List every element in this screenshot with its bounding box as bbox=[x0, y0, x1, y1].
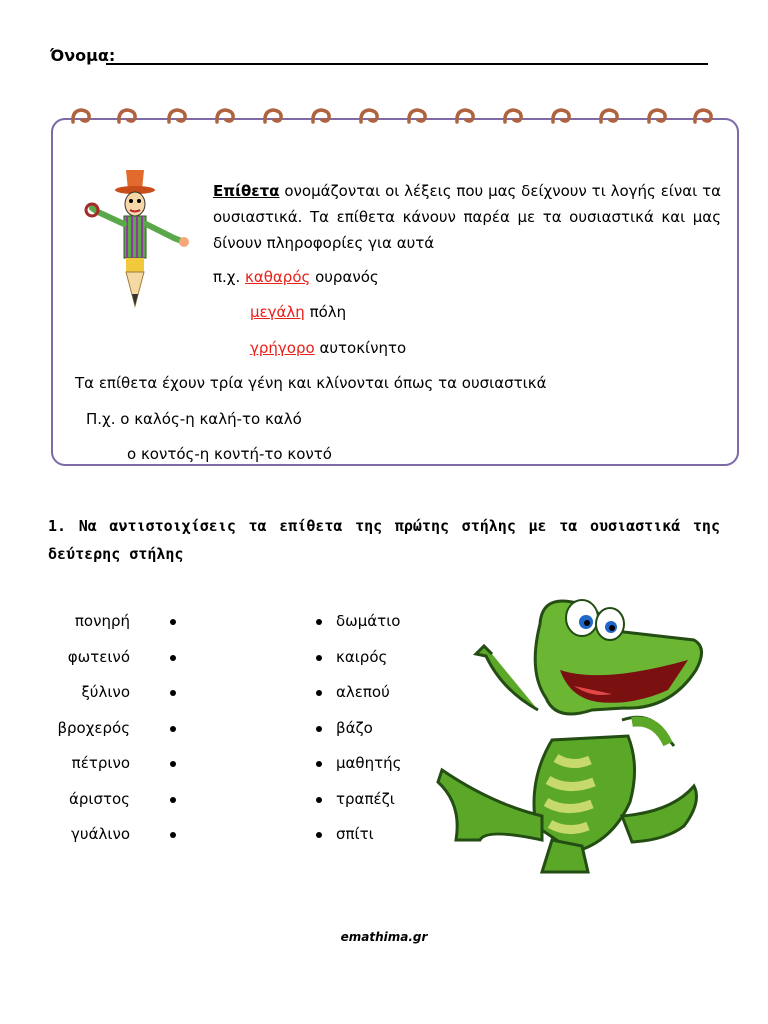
genders-text: Τα επίθετα έχουν τρία γένη και κλίνονται όπως τα ουσιαστικά bbox=[75, 374, 547, 392]
footer-site[interactable]: emathima.gr bbox=[340, 930, 428, 944]
name-blank-line[interactable] bbox=[106, 63, 708, 65]
binder-ring-icon bbox=[214, 108, 236, 124]
example-noun: ουρανός bbox=[310, 268, 379, 286]
noun-item: δωμάτιο bbox=[336, 612, 401, 630]
example-noun: πόλη bbox=[304, 303, 347, 321]
example-adjective: μεγάλη bbox=[250, 303, 305, 321]
left-match-dot[interactable] bbox=[170, 761, 176, 767]
binder-ring-icon bbox=[358, 108, 380, 124]
binder-ring-icon bbox=[310, 108, 332, 124]
exercise-question: 1. Να αντιστοιχίσεις τα επίθετα της πρώτης στήλης με τα ουσιαστικά της δεύτερης στήλης bbox=[48, 517, 720, 563]
binder-ring-icon bbox=[454, 108, 476, 124]
left-match-dot[interactable] bbox=[170, 690, 176, 696]
pencil-character-icon bbox=[80, 168, 192, 312]
right-match-dot[interactable] bbox=[316, 761, 322, 767]
noun-item: καιρός bbox=[336, 647, 388, 666]
example-row-1 bbox=[213, 268, 379, 286]
adjective-item: πέτρινο bbox=[71, 754, 130, 772]
right-match-dot[interactable] bbox=[316, 690, 322, 696]
adjective-item: βροχερός bbox=[57, 718, 130, 737]
binder-ring-icon bbox=[262, 108, 284, 124]
binder-ring-icon bbox=[166, 108, 188, 124]
noun-item: αλεπού bbox=[336, 683, 390, 701]
left-match-dot[interactable] bbox=[170, 832, 176, 838]
right-match-dot[interactable] bbox=[316, 832, 322, 838]
example-adjective: καθαρός bbox=[245, 268, 311, 286]
example-row-3 bbox=[250, 339, 406, 357]
binder-ring-icon bbox=[116, 108, 138, 124]
left-match-dot[interactable] bbox=[170, 619, 176, 625]
crocodile-character-icon bbox=[432, 590, 712, 880]
noun-item: μαθητής bbox=[336, 754, 402, 772]
definition-paragraph bbox=[213, 178, 721, 256]
example-prefix: π.χ. bbox=[213, 268, 245, 286]
binder-ring-icon bbox=[406, 108, 428, 124]
adjective-item: φωτεινό bbox=[67, 647, 130, 666]
binder-ring-icon bbox=[692, 108, 714, 124]
genders-example-1: Π.χ. ο καλός-η καλή-το καλό bbox=[86, 410, 302, 428]
binder-ring-icon bbox=[550, 108, 572, 124]
adjective-item: ξύλινο bbox=[81, 683, 130, 701]
noun-item: σπίτι bbox=[336, 825, 374, 843]
genders-example-2: ο κοντός-η κοντή-το κοντό bbox=[127, 445, 332, 463]
noun-item: τραπέζι bbox=[336, 789, 395, 808]
example-adjective: γρήγορο bbox=[250, 339, 315, 357]
binder-ring-icon bbox=[646, 108, 668, 124]
name-label: Όνομα: bbox=[50, 46, 116, 65]
adjective-item: πονηρή bbox=[74, 612, 130, 630]
example-row-2 bbox=[250, 303, 346, 321]
right-match-dot[interactable] bbox=[316, 655, 322, 661]
binder-ring-icon bbox=[70, 108, 92, 124]
left-match-dot[interactable] bbox=[170, 726, 176, 732]
adjective-item: άριστος bbox=[68, 789, 130, 808]
binder-ring-icon bbox=[598, 108, 620, 124]
example-noun: αυτοκίνητο bbox=[314, 339, 407, 357]
adjective-item: γυάλινο bbox=[71, 825, 130, 843]
right-match-dot[interactable] bbox=[316, 797, 322, 803]
right-match-dot[interactable] bbox=[316, 726, 322, 732]
left-match-dot[interactable] bbox=[170, 655, 176, 661]
binder-ring-icon bbox=[502, 108, 524, 124]
definition-text: ονομάζονται οι λέξεις που μας δείχνουν τι λογής είναι τα ουσιαστικά. Τα επίθετα κάνουν παρέα με τα ουσιαστικά και μας δίνουν πληροφορίες για αυτά bbox=[213, 182, 721, 252]
term-epitheta: Επίθετα bbox=[213, 182, 280, 200]
right-match-dot[interactable] bbox=[316, 619, 322, 625]
noun-item: βάζο bbox=[336, 718, 373, 737]
left-match-dot[interactable] bbox=[170, 797, 176, 803]
